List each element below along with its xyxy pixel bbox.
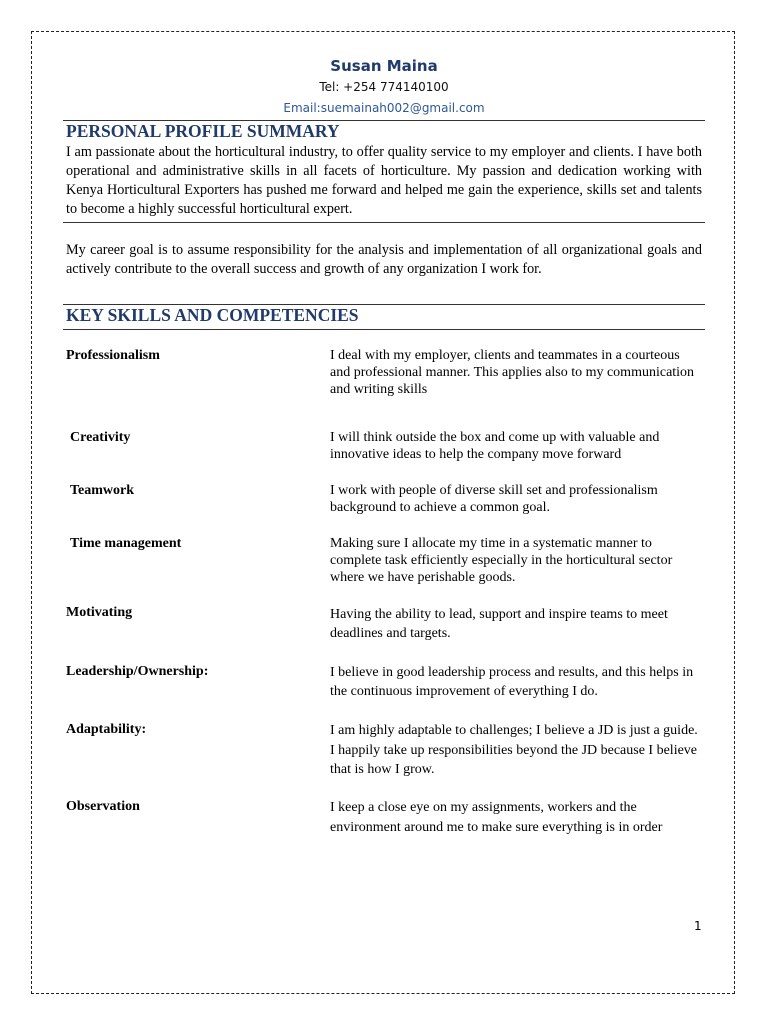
divider <box>63 329 705 330</box>
skill-description: I work with people of diverse skill set and professionalism background to achieve a common goal. <box>330 483 658 515</box>
divider <box>63 222 705 223</box>
skill-description: Making sure I allocate my time in a systematic manner to complete task efficiently especially in the horticultural sector where we have perishable goods. <box>330 536 673 585</box>
candidate-name: Susan Maina <box>330 57 438 75</box>
skill-label: Creativity <box>70 430 131 445</box>
skill-label: Time management <box>70 536 182 551</box>
skill-description: I am highly adaptable to challenges; I believe a JD is just a guide. I happily take up responsibilities beyond the JD because I believe that is how I grow. <box>330 723 698 777</box>
telephone: Tel: +254 774140100 <box>319 80 449 94</box>
skills-heading: KEY SKILLS AND COMPETENCIES <box>66 305 359 325</box>
profile-heading: PERSONAL PROFILE SUMMARY <box>66 121 340 141</box>
skill-description: I deal with my employer, clients and teammates in a courteous and professional manner. This applies also to my communication and writing skills <box>330 348 695 397</box>
skill-description: I keep a close eye on my assignments, workers and the environment around me to make sure everything is in order <box>330 800 663 835</box>
skill-label: Motivating <box>66 605 133 620</box>
skill-label: Professionalism <box>66 348 160 363</box>
page-number: 1 <box>694 919 702 933</box>
profile-paragraph-1: I am passionate about the horticultural industry, to offer quality service to my employer and clients. I have both operational and administrative skills in all facets of horticulture. My passion and dedication working with Kenya Horticultural Exporters has pushed me forward and helped me gain the experience, skills set and talents to become a highly successful horticultural expert. <box>66 144 702 217</box>
email: Email:suemainah002@gmail.com <box>283 101 485 115</box>
skill-label: Teamwork <box>70 483 135 498</box>
skill-description: Having the ability to lead, support and inspire teams to meet deadlines and targets. <box>330 607 668 641</box>
skill-label: Adaptability: <box>66 722 147 737</box>
skill-label: Observation <box>66 799 140 814</box>
profile-paragraph-2: My career goal is to assume responsibility for the analysis and implementation of all organizational goals and actively contribute to the overall success and growth of any organization I work for. <box>66 242 702 277</box>
skill-description: I believe in good leadership process and results, and this helps in the continuous improvement of everything I do. <box>330 665 694 699</box>
skill-label: Leadership/Ownership: <box>66 664 209 679</box>
skill-description: I will think outside the box and come up with valuable and innovative ideas to help the company move forward <box>330 430 660 462</box>
